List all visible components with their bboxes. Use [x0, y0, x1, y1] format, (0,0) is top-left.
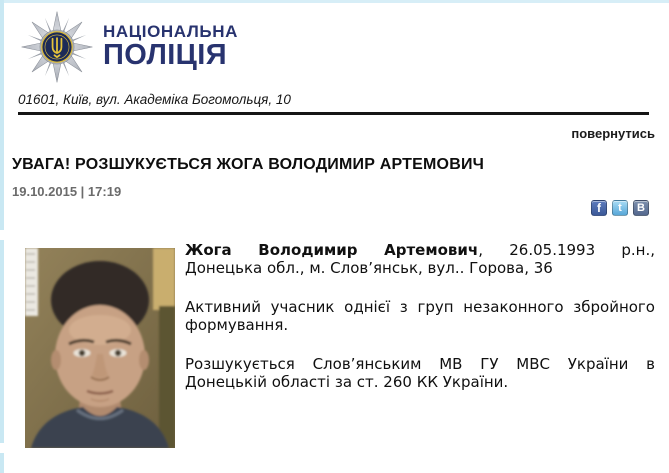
left-border-segment: [0, 453, 4, 473]
logo-wordmark: [103, 23, 238, 70]
wanted-person-photo: [25, 248, 175, 448]
person-name-and-birth-line: Жога Володимир Артемович, 26.05.1993 р.н.,: [185, 241, 655, 259]
back-link[interactable]: повернутись: [571, 126, 655, 141]
activity-paragraph: Активний учасник однієї з груп незаконного збройного формування.: [185, 298, 655, 334]
left-border-segment: [0, 0, 4, 230]
article-body: [185, 241, 655, 412]
twitter-share-icon[interactable]: t: [612, 200, 628, 216]
person-name: Жога Володимир Артемович: [185, 241, 479, 259]
header-divider: [18, 112, 649, 115]
police-badge-icon: [19, 5, 95, 89]
facebook-share-icon[interactable]: f: [591, 200, 607, 216]
top-border-line: [0, 0, 669, 3]
publish-date: 19.10.2015 | 17:19: [12, 184, 122, 199]
person-birthdate: 26.05.1993 р.н.,: [509, 241, 655, 259]
page-title: УВАГА! РОЗШУКУЄТЬСЯ ЖОГА ВОЛОДИМИР АРТЕМОВИЧ: [12, 156, 485, 173]
org-name-line2: ПОЛІЦІЯ: [103, 39, 227, 71]
height-ruler: [25, 248, 38, 316]
org-name-line1: НАЦІОНАЛЬНА: [103, 22, 238, 41]
person-address-line: Донецька обл., м. Слов’янськ, вул.. Горова, 36: [185, 259, 553, 277]
person-summary-paragraph: [185, 241, 655, 277]
door-frame: [153, 248, 175, 310]
left-border-segment: [0, 240, 4, 443]
wanted-by-paragraph: Розшукується Слов’янським МВ ГУ МВС України в Донецькій області за ст. 260 КК України.: [185, 355, 655, 391]
org-address: 01601, Київ, вул. Академіка Богомольця, 10: [18, 92, 291, 107]
vkontakte-share-icon[interactable]: B: [633, 200, 649, 216]
share-buttons: [591, 200, 649, 216]
